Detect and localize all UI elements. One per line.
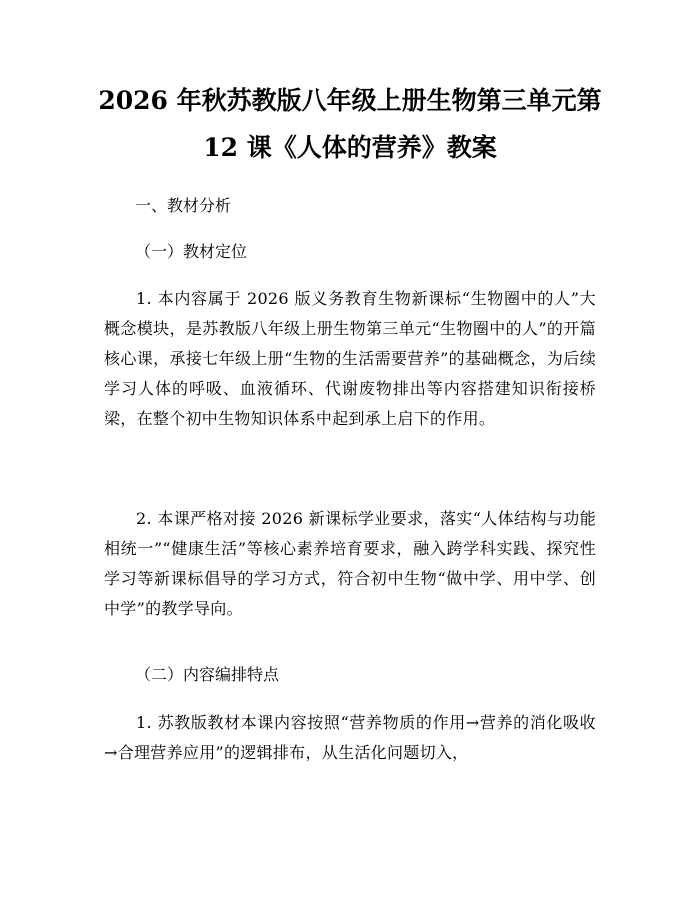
paragraph-positioning-1: 1. 本内容属于 2026 版义务教育生物新课标“生物圈中的人”大概念模块，是苏教版八年级上册生物第三单元“生物圈中的人”的开篇核心课，承接七年级上册“生物的生活需要营养”的基础概念，为后续学习人体的呼吸、血液循环、代谢废物排出等内容搭建知识衔接桥梁，在整个初中生物知识体系中起到承上启下的作用。	[104, 289, 596, 428]
section-heading-teaching-material-analysis: 一、教材分析	[135, 196, 232, 215]
subsection-heading-material-positioning: （一）教材定位	[135, 242, 248, 261]
paragraph-arrangement-1: 1. 苏教版教材本课内容按照“营养物质的作用→营养的消化吸收→合理营养应用”的逻辑排布，从生活化问题切入，	[104, 713, 596, 762]
document-title-line-2: 12 课《人体的营养》教案	[203, 133, 497, 162]
subsection-heading-content-arrangement: （二）内容编排特点	[135, 665, 280, 684]
paragraph-positioning-2: 2. 本课严格对接 2026 新课标学业要求，落实“人体结构与功能相统一”“健康生活”等核心素养培育要求，融入跨学科实践、探究性学习等新课标倡导的学习方式，符合初中生物“做中学、用中学、创中学”的教学导向。	[104, 509, 596, 618]
document-title-line-1: 2026 年秋苏教版八年级上册生物第三单元第	[98, 86, 602, 115]
